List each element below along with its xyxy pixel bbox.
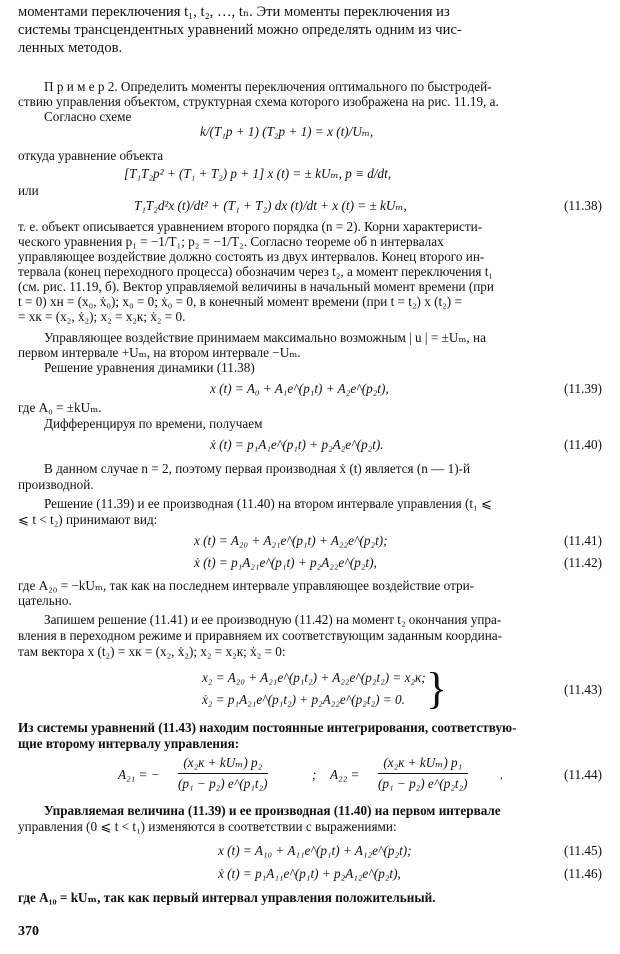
equation-number: (11.43): [564, 682, 602, 697]
text-line: Запишем решение (11.41) и ее производную (11.42) на момент t₂ окончания упра-: [44, 612, 502, 627]
text-line: там вектора x (t₂) = xк = (x₂, ẋ₂); x₂ = x₂к; ẋ₂ = 0:: [18, 644, 286, 659]
equation-number: (11.44): [564, 767, 602, 782]
text-line: управляющее воздействие должно состоять из двух интервалов. Конец второго ин-: [18, 249, 485, 264]
text-line: системы трансцендентных уравнений можно определять одним из чис-: [18, 22, 462, 38]
text-line: ствию управления объектом, структурная схема которого изображена на рис. 11.19, а.: [18, 94, 499, 109]
text-line: = xк = (x₂, ẋ₂); x₂ = x₂к; ẋ₂ = 0.: [18, 309, 186, 324]
text-line: ⩽ t < t₂) принимают вид:: [18, 512, 158, 527]
text-line: (см. рис. 11.19, б). Вектор управляемой величины в начальный момент времени (при: [18, 279, 494, 294]
a21-lhs: A₂₁ = −: [118, 767, 160, 782]
text-line: Решение уравнения динамики (11.38): [44, 360, 255, 375]
text-line: ленных методов.: [18, 40, 123, 56]
text-line: откуда уравнение объекта: [18, 148, 164, 163]
fraction: (x₂к + kUₘ) p₁ (p₁ − p₂) e^(p₂t₂): [378, 755, 468, 791]
text-line: Управляемая величина (11.39) и ее производная (11.40) на первом интервале: [44, 803, 501, 818]
text-line: В данном случае n = 2, поэтому первая производная ẋ (t) является (n — 1)-й: [44, 461, 471, 476]
example-heading: П р и м е р 2. Определить моменты переключения оптимального по быстродей-: [44, 79, 492, 94]
text-line: где A₀ = ±kUₘ.: [18, 400, 102, 415]
equation-scheme: k/(T₁p + 1) (T₂p + 1) = x (t)/Uₘ,: [200, 124, 374, 139]
text-line: тервала (конец переходного процесса) обозначим через t₂, а момент переключения t₁: [18, 264, 494, 279]
text-line: ческого уравнения p₁ = −1/T₁; p₂ = −1/T₂. Согласно теореме об n интервалах: [18, 234, 444, 249]
text-line: где A₂₀ = −kUₘ, так как на последнем интервале управляющее воздействие отри-: [18, 578, 475, 593]
text-line: управления (0 ⩽ t < t₁) изменяются в соответствии с выражениями:: [18, 819, 397, 834]
equation-row: x₂ = A₂₀ + A₂₁e^(p₁t₂) + A₂₂e^(p₂t₂) = x₂к;: [202, 670, 426, 685]
equation-11-41: x (t) = A₂₀ + A₂₁e^(p₁t) + A₂₂e^(p₂t); (11.41): [194, 533, 602, 548]
text-line: вления в переходном режиме и приравняем их соответствующим заданным координа-: [18, 628, 503, 643]
equation-system-11-43: [18, 664, 602, 714]
text-line: Согласно схеме: [44, 109, 132, 124]
text-line: производной.: [18, 477, 94, 492]
fraction: (x₂к + kUₘ) p₂ (p₁ − p₂) e^(p₁t₂): [178, 755, 268, 791]
text-line: t = 0) xн = (x₀, ẋ₀); x₀ = 0; ẋ₀ = 0, в конечный момент времени (при t = t₂) x (t₂) =: [18, 294, 462, 309]
text-line: Из системы уравнений (11.43) находим постоянные интегрирования, соответствую-: [18, 720, 517, 735]
page-number: 370: [18, 924, 39, 939]
text-line: цательно.: [18, 593, 72, 608]
text-line: где A₁₀ = kUₘ, так как первый интервал управления положительный.: [18, 890, 436, 905]
equation-11-44: [18, 755, 602, 799]
text-line: Дифференцируя по времени, получаем: [44, 416, 263, 431]
text-line: щие второму интервалу управления:: [18, 736, 240, 751]
text-line: или: [18, 183, 39, 198]
equation-object: [T₁T₂p² + (T₁ + T₂) p + 1] x (t) = ± kUₘ, p ≡ d/dt,: [124, 166, 392, 181]
equation-11-39: x (t) = A₀ + A₁e^(p₁t) + A₂e^(p₂t), (11.39): [210, 381, 602, 396]
period: .: [500, 767, 504, 782]
curly-brace: }: [426, 664, 448, 713]
text-line: первом интервале +Uₘ, на втором интервале −Uₘ.: [18, 345, 301, 360]
text-line: моментами переключения t₁, t₂, …, tₙ. Эти моменты переключения из: [18, 4, 450, 20]
equation-11-42: ẋ (t) = p₁A₂₁e^(p₁t) + p₂A₂₂e^(p₂t), (11.42): [194, 555, 602, 570]
equation-11-45: x (t) = A₁₀ + A₁₁e^(p₁t) + A₁₂e^(p₂t); (11.45): [218, 843, 602, 858]
equation-11-46: ẋ (t) = p₁A₁₁e^(p₁t) + p₂A₁₂e^(p₂t), (11.46): [218, 866, 602, 881]
equation-11-40: ẋ (t) = p₁A₁e^(p₁t) + p₂A₂e^(p₂t). (11.40): [210, 437, 602, 452]
equation-row: ẋ₂ = p₁A₂₁e^(p₁t₂) + p₂A₂₂e^(p₂t₂) = 0.: [202, 692, 405, 707]
text-line: Решение (11.39) и ее производная (11.40) на втором интервале управления (t₁ ⩽: [44, 496, 493, 511]
text-line: т. е. объект описывается уравнением второго порядка (n = 2). Корни характеристи-: [18, 219, 483, 234]
text-line: Управляющее воздействие принимаем максимально возможным | u | = ±Uₘ, на: [44, 330, 486, 345]
separator: ;: [312, 767, 317, 782]
a22-lhs: A₂₂ =: [330, 767, 360, 782]
equation-11-38: T₁T₂d²x (t)/dt² + (T₁ + T₂) dx (t)/dt + x (t) = ± kUₘ, (11.38): [134, 198, 602, 213]
